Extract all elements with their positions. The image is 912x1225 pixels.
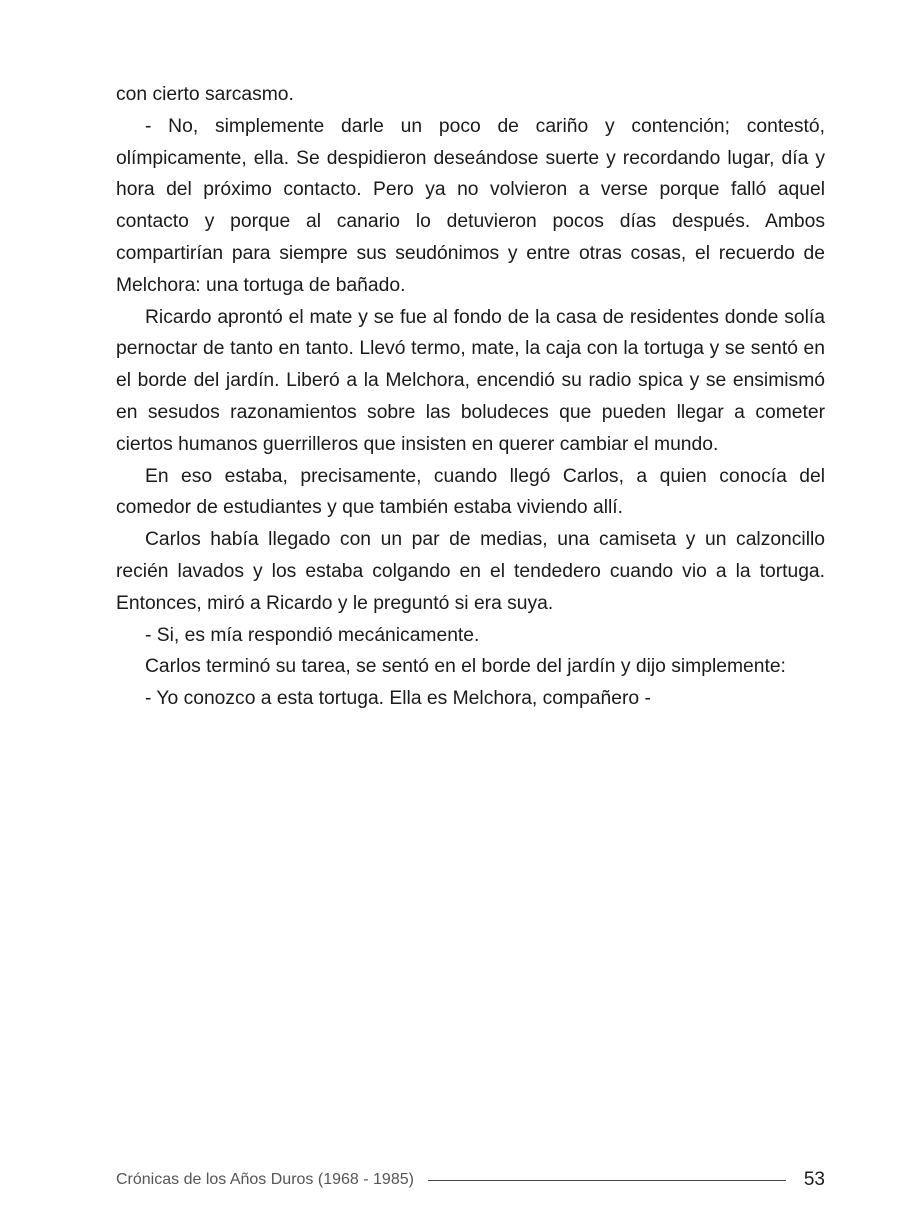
paragraph: En eso estaba, precisamente, cuando llegó Carlos, a quien conocía del comedor de estudiantes y que también estaba viviendo allí.: [116, 465, 825, 519]
paragraph: - Si, es mía respondió mecánicamente.: [145, 624, 480, 646]
paragraph: Ricardo aprontó el mate y se fue al fondo de la casa de residentes donde solía pernoctar de tanto en tanto. Llevó termo, mate, la caja con la tortuga y se sentó en el borde del jardín. Liberó a la Melchora, encendió su radio spica y se ensimismó en sesudos razonamientos sobre las boludeces que pueden llegar a cometer ciertos humanos guerrilleros que insisten en querer cambiar el mundo.: [116, 306, 825, 455]
footer-divider: [428, 1180, 786, 1181]
paragraph: - No, simplemente darle un poco de cariño y contención; contestó, olímpicamente, ella. Se despidieron deseándose suerte y recordando lugar, día y hora del próximo contacto. Pero ya no volvieron a verse porque falló aquel contacto y porque al canario lo detuvieron pocos días después. Ambos compartirían para siempre sus seudónimos y entre otras cosas, el recuerdo de Melchora: una tortuga de bañado.: [116, 115, 825, 296]
page-number: 53: [803, 1169, 825, 1190]
paragraph: con cierto sarcasmo.: [116, 84, 294, 105]
footer-book-title: Crónicas de los Años Duros (1968 - 1985): [116, 1171, 414, 1188]
page-body: [116, 79, 825, 715]
paragraph: Carlos había llegado con un par de medias, una camiseta y un calzoncillo recién lavados y los estaba colgando en el tendedero cuando vio a la tortuga. Entonces, miró a Ricardo y le preguntó si era suya.: [116, 529, 825, 614]
page-footer: [116, 1165, 825, 1195]
paragraph: Carlos terminó su tarea, se sentó en el borde del jardín y dijo simplemente:: [145, 656, 786, 678]
paragraph: - Yo conozco a esta tortuga. Ella es Melchora, compañero -: [145, 688, 651, 710]
